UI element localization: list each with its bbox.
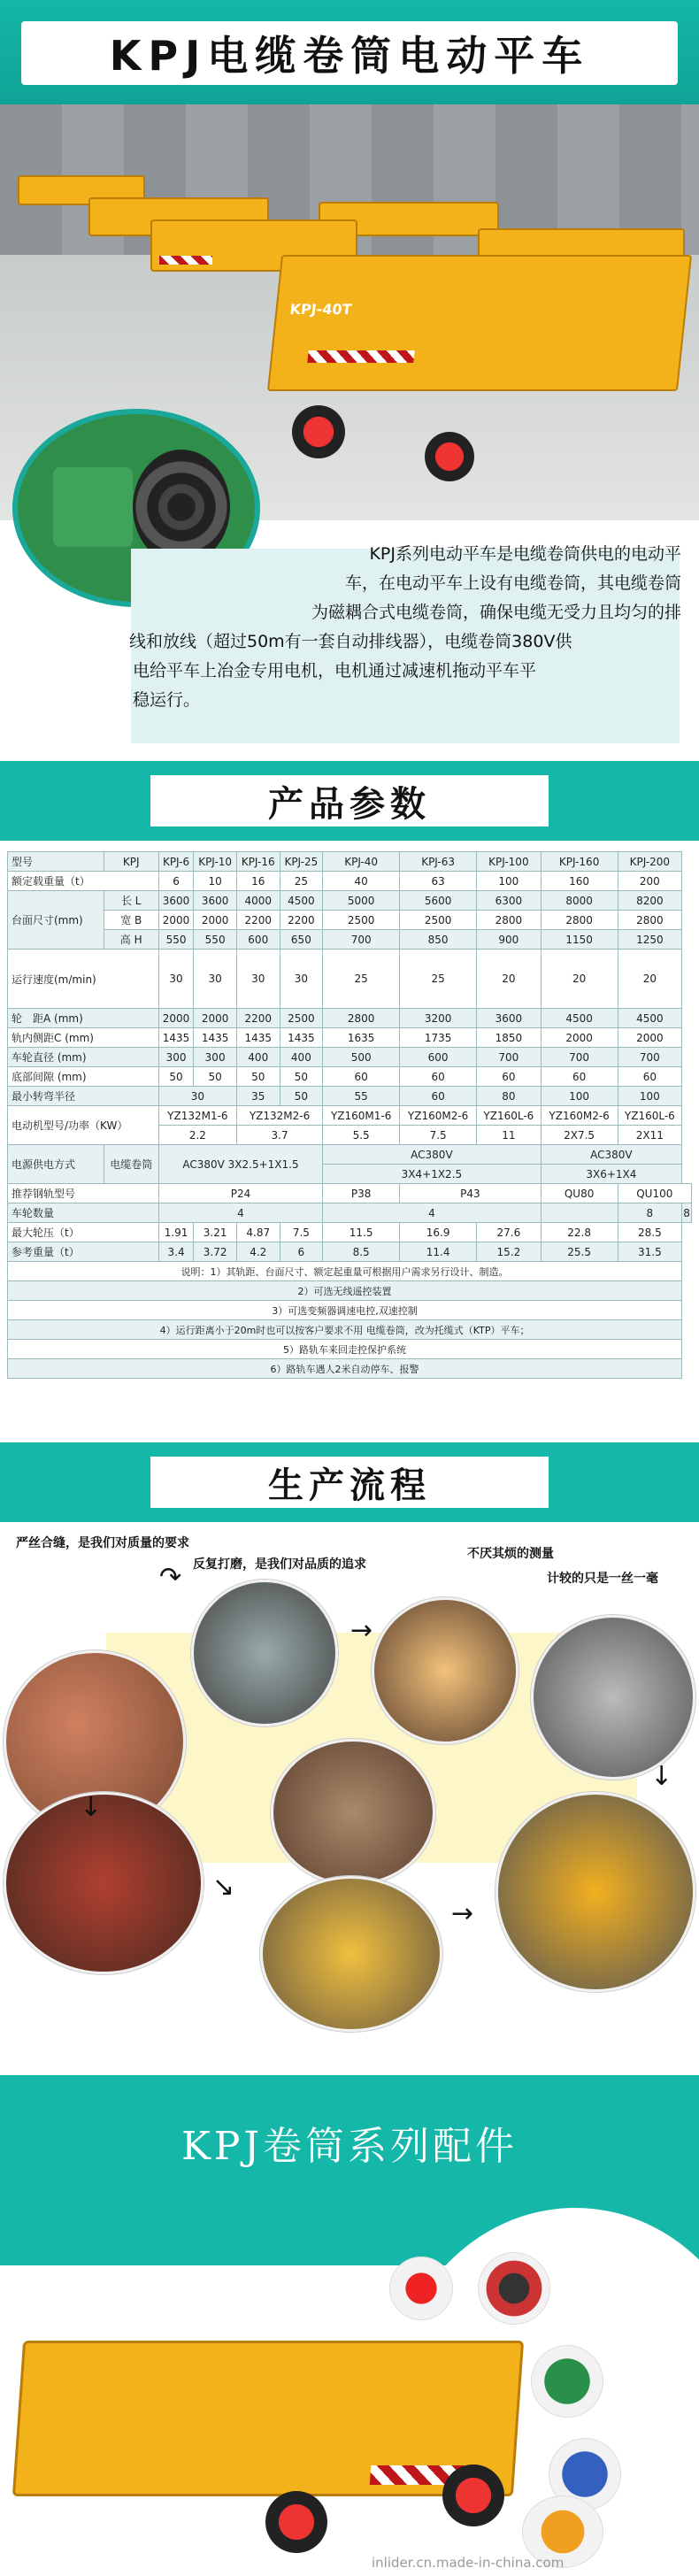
table-row: 车轮直径 (mm) 300 300 400 400 500 600 700 700 700 [8,1048,692,1067]
spec-section-header [0,761,699,841]
arrow-icon: ↘ [212,1872,235,1903]
table-note-row: 6）路轨车遇人2米自动停车、报警 [8,1359,692,1379]
table-row: 电源供电方式 电缆卷筒 AC380V 3X2.5+1X1.5 AC380V AC380V [8,1145,692,1165]
table-row: 型号 KPJ KPJ-6 KPJ-10 KPJ-16 KPJ-25 KPJ-40 KPJ-63 KPJ-100 KPJ-160 KPJ-200 [8,852,692,872]
title-box [21,21,678,85]
main-transfer-cart [267,255,692,391]
cart-wheel [292,405,345,458]
table-note-row: 2）可选无线遥控装置 [8,1281,692,1301]
table-note-row: 4）运行距离小于20m时也可以按客户要求不用 电缆卷筒，改为托缆式（KTP）平车； [8,1320,692,1340]
intro-line: 线和放线（超过50m有一套自动排线器），电缆卷筒380V供 [129,632,572,651]
table-row: 车轮数量 4 4 8 8 [8,1203,692,1223]
process-photo-grinding [191,1580,338,1726]
reducer-icon [531,2345,603,2418]
reel-motor [53,467,133,547]
process-photo-welding [271,1739,435,1886]
process-caption: 计较的只是一丝一毫 [547,1572,658,1586]
process-photo-sparks [372,1597,518,1744]
process-caption: 反复打磨，是我们对品质的追求 [193,1557,366,1572]
table-row: 运行速度(m/min) 30 30 30 30 25 25 20 20 20 [8,950,692,1009]
table-row: 2.2 3.7 5.5 7.5 11 2X7.5 2X11 [8,1126,692,1145]
table-row: 高 H 550 550 600 650 700 850 900 1150 1250 [8,930,692,950]
accessories-section [0,2075,699,2576]
table-row: 参考重量（t） 3.4 3.72 4.2 6 8.5 11.4 15.2 25.5 31.5 [8,1242,692,1262]
footer-url: inlider.cn.made-in-china.com [372,2555,565,2571]
process-photo-assembly [4,1792,204,1974]
table-row: 底部间隙 (mm) 50 50 50 50 60 60 60 60 60 [8,1067,692,1087]
process-photo-inspection [260,1876,442,2032]
transfer-cart-image [12,2341,524,2496]
wheel-assembly-icon [478,2252,550,2325]
process-caption: 严丝合缝，是我们对质量的要求 [16,1536,189,1550]
arrow-icon: ↓ [80,1792,103,1823]
cart-wheel [265,2491,327,2553]
process-section-header [0,1442,699,1522]
arrow-icon: ↓ [650,1761,673,1792]
table-note-row: 3）可选变频器调速电控,双速控制 [8,1301,692,1320]
table-row: 电动机型号/功率（KW） YZ132M1-6 YZ132M2-6 YZ160M1-6 YZ160M2-6 YZ160L-6 YZ160M2-6 YZ160L-6 [8,1106,692,1126]
table-row: 额定载重量（t） 6 10 16 25 40 63 100 160 200 [8,872,692,891]
section-title: 生产流程 [268,1465,431,1506]
intro-line: 车，在电动平车上设有电缆卷筒，其电缆卷筒 [344,573,681,593]
cart-plate: KPJ-40T [288,301,353,318]
process-gallery [0,1526,699,1929]
table-row: 3X4+1X2.5 3X6+1X4 [8,1165,692,1184]
accessories-title: KPJ卷筒系列配件 [181,2124,518,2169]
section-title: 产品参数 [268,783,431,825]
table-row: 最小转弯半径 30 35 50 55 60 80 100 100 [8,1087,692,1106]
intro-line: 为磁耦合式电缆卷筒，确保电缆无受力且均匀的排 [311,603,681,622]
table-row: 推荐钢轨型号 P24 P38 P43 QU80 QU100 [8,1184,692,1203]
intro-line: 电给平车上冶金专用电机，电机通过减速机拖动平车平 [133,661,537,681]
spec-table [7,851,692,1379]
intro-paragraph [129,540,681,715]
warning-light-icon [389,2257,453,2320]
cart-wheel [425,432,474,481]
table-row: 轮 距A (mm) 2000 2000 2200 2500 2800 3200 3600 4500 4500 [8,1009,692,1028]
intro-line: 稳运行。 [133,690,201,710]
table-note-row: 说明：1）其轨距、台面尺寸、额定起重量可根据用户需求另行设计、制造。 [8,1262,692,1281]
intro-line: KPJ系列电动平车是电缆卷筒供电的电动平 [369,544,681,564]
cart-wheel [442,2465,504,2526]
table-row: 台面尺寸(mm) 长 L 3600 3600 4000 4500 5000 5600 6300 8000 8200 [8,891,692,911]
process-caption: 不厌其烦的测量 [467,1547,554,1561]
table-row: 最大轮压（t） 1.91 3.21 4.87 7.5 11.5 16.9 27.6 22.8 28.5 [8,1223,692,1242]
process-photo-measuring [531,1615,695,1780]
arrow-icon: → [451,1898,474,1929]
page-title: KPJ电缆卷筒电动平车 [109,32,590,80]
arrow-icon: → [350,1615,373,1646]
title-banner [0,0,699,104]
arrow-icon: ↷ [159,1562,182,1593]
table-row: 轨内侧距C (mm) 1435 1435 1435 1435 1635 1735 1850 2000 2000 [8,1028,692,1048]
process-photo-finished [495,1792,695,1992]
table-note-row: 5）路轨车来回走控保护系统 [8,1340,692,1359]
table-row: 宽 B 2000 2000 2200 2200 2500 2500 2800 2800 2800 [8,911,692,930]
